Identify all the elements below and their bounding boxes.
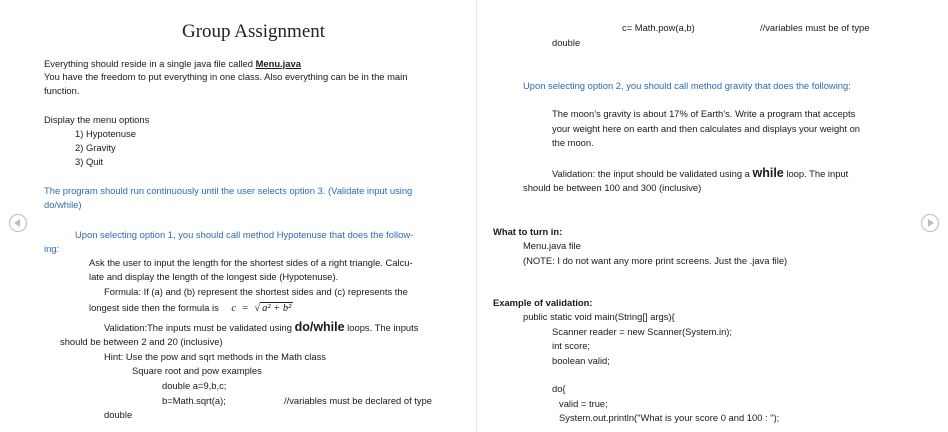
example-code-1: public static void main(String[] args){ [523, 311, 675, 322]
pow-comment: //variables must be of type [760, 22, 870, 33]
hint-line: Hint: Use the pow and sqrt methods in the Math class [104, 351, 326, 362]
formula-equals: = [241, 303, 249, 314]
formula-radicand: a² + b² [262, 303, 292, 314]
loop-instruction-1: The program should run continuously until the user selects option 3. (Validate input using [44, 185, 413, 196]
pow-example: c= Math.pow(a,b) [622, 22, 695, 33]
code-line-1: double a=9,b,c; [162, 380, 227, 391]
formula-line-1: Formula: If (a) and (b) represent the shortest sides and (c) represents the [104, 286, 408, 297]
menu-item: 2) Gravity [75, 142, 116, 153]
option1-heading-2: ing: [44, 243, 60, 254]
keyword-do-while: do/while [294, 320, 345, 334]
page-title: Group Assignment [182, 21, 326, 42]
formula-c: c [231, 303, 237, 314]
next-page-button[interactable] [921, 214, 939, 232]
sqrt-example-heading: Square root and pow examples [132, 365, 262, 376]
code-comment-1: //variables must be declared of type [284, 395, 432, 406]
example-heading: Example of validation: [493, 297, 593, 308]
file-name: Menu.java [255, 58, 301, 69]
chevron-right-icon [928, 219, 934, 227]
moon-line-1: The moon’s gravity is about 17% of Earth’s. Write a program that accepts [552, 108, 856, 119]
turn-in-item-1: Menu.java file [523, 240, 581, 251]
moon-line-3: the moon. [552, 137, 594, 148]
menu-item: 3) Quit [75, 156, 104, 167]
option2-heading: Upon selecting option 2, you should call method gravity that does the following: [523, 80, 851, 91]
moon-line-2: your weight here on earth and then calculates and displays your weight on [552, 123, 861, 134]
menu-item: 1) Hypotenuse [75, 128, 136, 139]
validation-line-2: should be between 2 and 20 (inclusive) [60, 336, 223, 347]
sqrt-icon: √ [254, 303, 261, 314]
example-code-5: do{ [552, 383, 566, 394]
option1-heading-1: Upon selecting option 1, you should call method Hypotenuse that does the follow- [75, 229, 414, 240]
loop-instruction-2: do/while) [44, 199, 82, 210]
example-code-4: boolean valid; [552, 355, 610, 366]
previous-page-button[interactable] [9, 214, 27, 232]
turn-in-item-2: (NOTE: I do not want any more print screens. Just the .java file) [523, 255, 788, 266]
gravity-validation-1: Validation: the input should be validated using a while loop. The input [552, 166, 849, 180]
example-code-6: valid = true; [559, 398, 608, 409]
page-divider [476, 0, 477, 432]
ask-line-2: late and display the length of the longest side (Hypotenuse). [89, 271, 339, 282]
example-code-7: System.out.println("What is your score 0 and 100 : "); [559, 412, 780, 423]
keyword-while: while [752, 166, 784, 180]
intro-line-1: Everything should reside in a single java file called Menu.java [44, 58, 301, 69]
validation-line-1: Validation:The inputs must be validated using do/while loops. The inputs [104, 320, 419, 334]
menu-heading: Display the menu options [44, 114, 150, 125]
chevron-left-icon [14, 219, 20, 227]
code-line-3: double [104, 409, 133, 420]
pow-type: double [552, 37, 581, 48]
intro-line-2: You have the freedom to put everything in one class. Also everything can be in the main [44, 71, 408, 82]
code-line-2: b=Math.sqrt(a); [162, 395, 226, 406]
example-code-2: Scanner reader = new Scanner(System.in); [552, 326, 733, 337]
gravity-validation-2: should be between 100 and 300 (inclusive) [523, 182, 702, 193]
intro-line-3: function. [44, 85, 80, 96]
ask-line-1: Ask the user to input the length for the shortest sides of a right triangle. Calcu- [89, 257, 413, 268]
example-code-3: int score; [552, 340, 591, 351]
turn-in-heading: What to turn in: [493, 226, 563, 237]
formula-line-2: longest side then the formula is c = √ a² + b² [89, 302, 292, 314]
